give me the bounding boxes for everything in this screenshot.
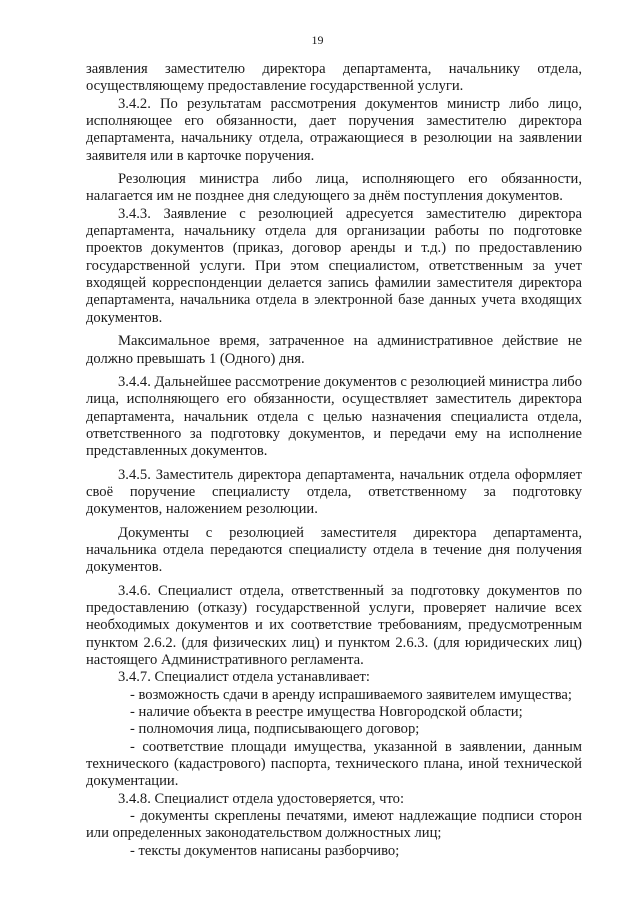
paragraph-3-4-6: 3.4.6. Специалист отдела, ответственный за подготовку документов по предоставлению (отказу) государственной услуги, проверяет наличие всех необходимых документов и их соответствие требованиям, предусмотренным пунктом 2.6.2. (для физических лиц) и пунктом 2.6.3. (для юридических лиц) настоящего Административного регламента. [86, 582, 582, 668]
list-item: - соответствие площади имущества, указанной в заявлении, данным технического (кадастрового) паспорта, технического плана, иной технической документации. [86, 738, 582, 790]
paragraph-3-4-7: 3.4.7. Специалист отдела устанавливает: [118, 669, 370, 686]
paragraph-3-4-2: 3.4.2. По результатам рассмотрения документов министр либо лицо, исполняющее его обязанности, дает поручения заместителю директора департамента, начальнику отдела, отражающиеся в резолюции на заявлении заявителя или в карточке поручения. [86, 95, 582, 164]
list-item: - полномочия лица, подписывающего договор; [130, 721, 420, 738]
page-number: 19 [311, 33, 324, 47]
paragraph-3-4-5: 3.4.5. Заместитель директора департамента, начальник отдела оформляет своё поручение специалисту отдела, ответственному за подготовку документов, наложением резолюции. [86, 466, 582, 518]
list-item: - документы скреплены печатями, имеют надлежащие подписи сторон или определенных законодательством должностных лиц; [86, 808, 582, 842]
paragraph-3-4-4: 3.4.4. Дальнейшее рассмотрение документов с резолюцией министра либо лица, исполняющего его обязанности, осуществляет заместитель директора департамента, начальник отдела с целью назначения специалиста отдела, ответственного за подготовку документов, и передачи ему на исполнение представленных документов. [86, 373, 582, 460]
paragraph-3-4-3: 3.4.3. Заявление с резолюцией адресуется заместителю директора департамента, начальнику отдела для организации работы по подготовке проектов документов (приказ, договор аренды и т.д.) по предоставлению государственной услуги. При этом специалистом, ответственным за учет входящей корреспонденции делается запись фамилии заместителя директора департамента, начальника отдела в электронной базе данных учета входящих документов. [86, 205, 582, 326]
paragraph-max-time: Максимальное время, затраченное на административное действие не должно превышать 1 (Одного) дня. [86, 333, 582, 367]
paragraph-resolution: Резолюция министра либо лица, исполняющего его обязанности, налагается им не позднее дня следующего за днём поступления документов. [86, 171, 582, 205]
list-item: - тексты документов написаны разборчиво; [130, 842, 400, 859]
document-body [86, 61, 582, 860]
list-item: - возможность сдачи в аренду испрашиваемого заявителем имущества; [130, 686, 572, 703]
paragraph-3-4-8: 3.4.8. Специалист отдела удостоверяется, что: [118, 790, 405, 807]
list-item: - наличие объекта в реестре имущества Новгородской области; [130, 704, 523, 721]
paragraph-documents-transfer: Документы с резолюцией заместителя директора департамента, начальника отдела передаются специалисту отдела в течение дня получения документов. [86, 524, 582, 576]
paragraph-continuation: заявления заместителю директора департамента, начальнику отдела, осуществляющему предоставление государственной услуги. [86, 61, 582, 95]
